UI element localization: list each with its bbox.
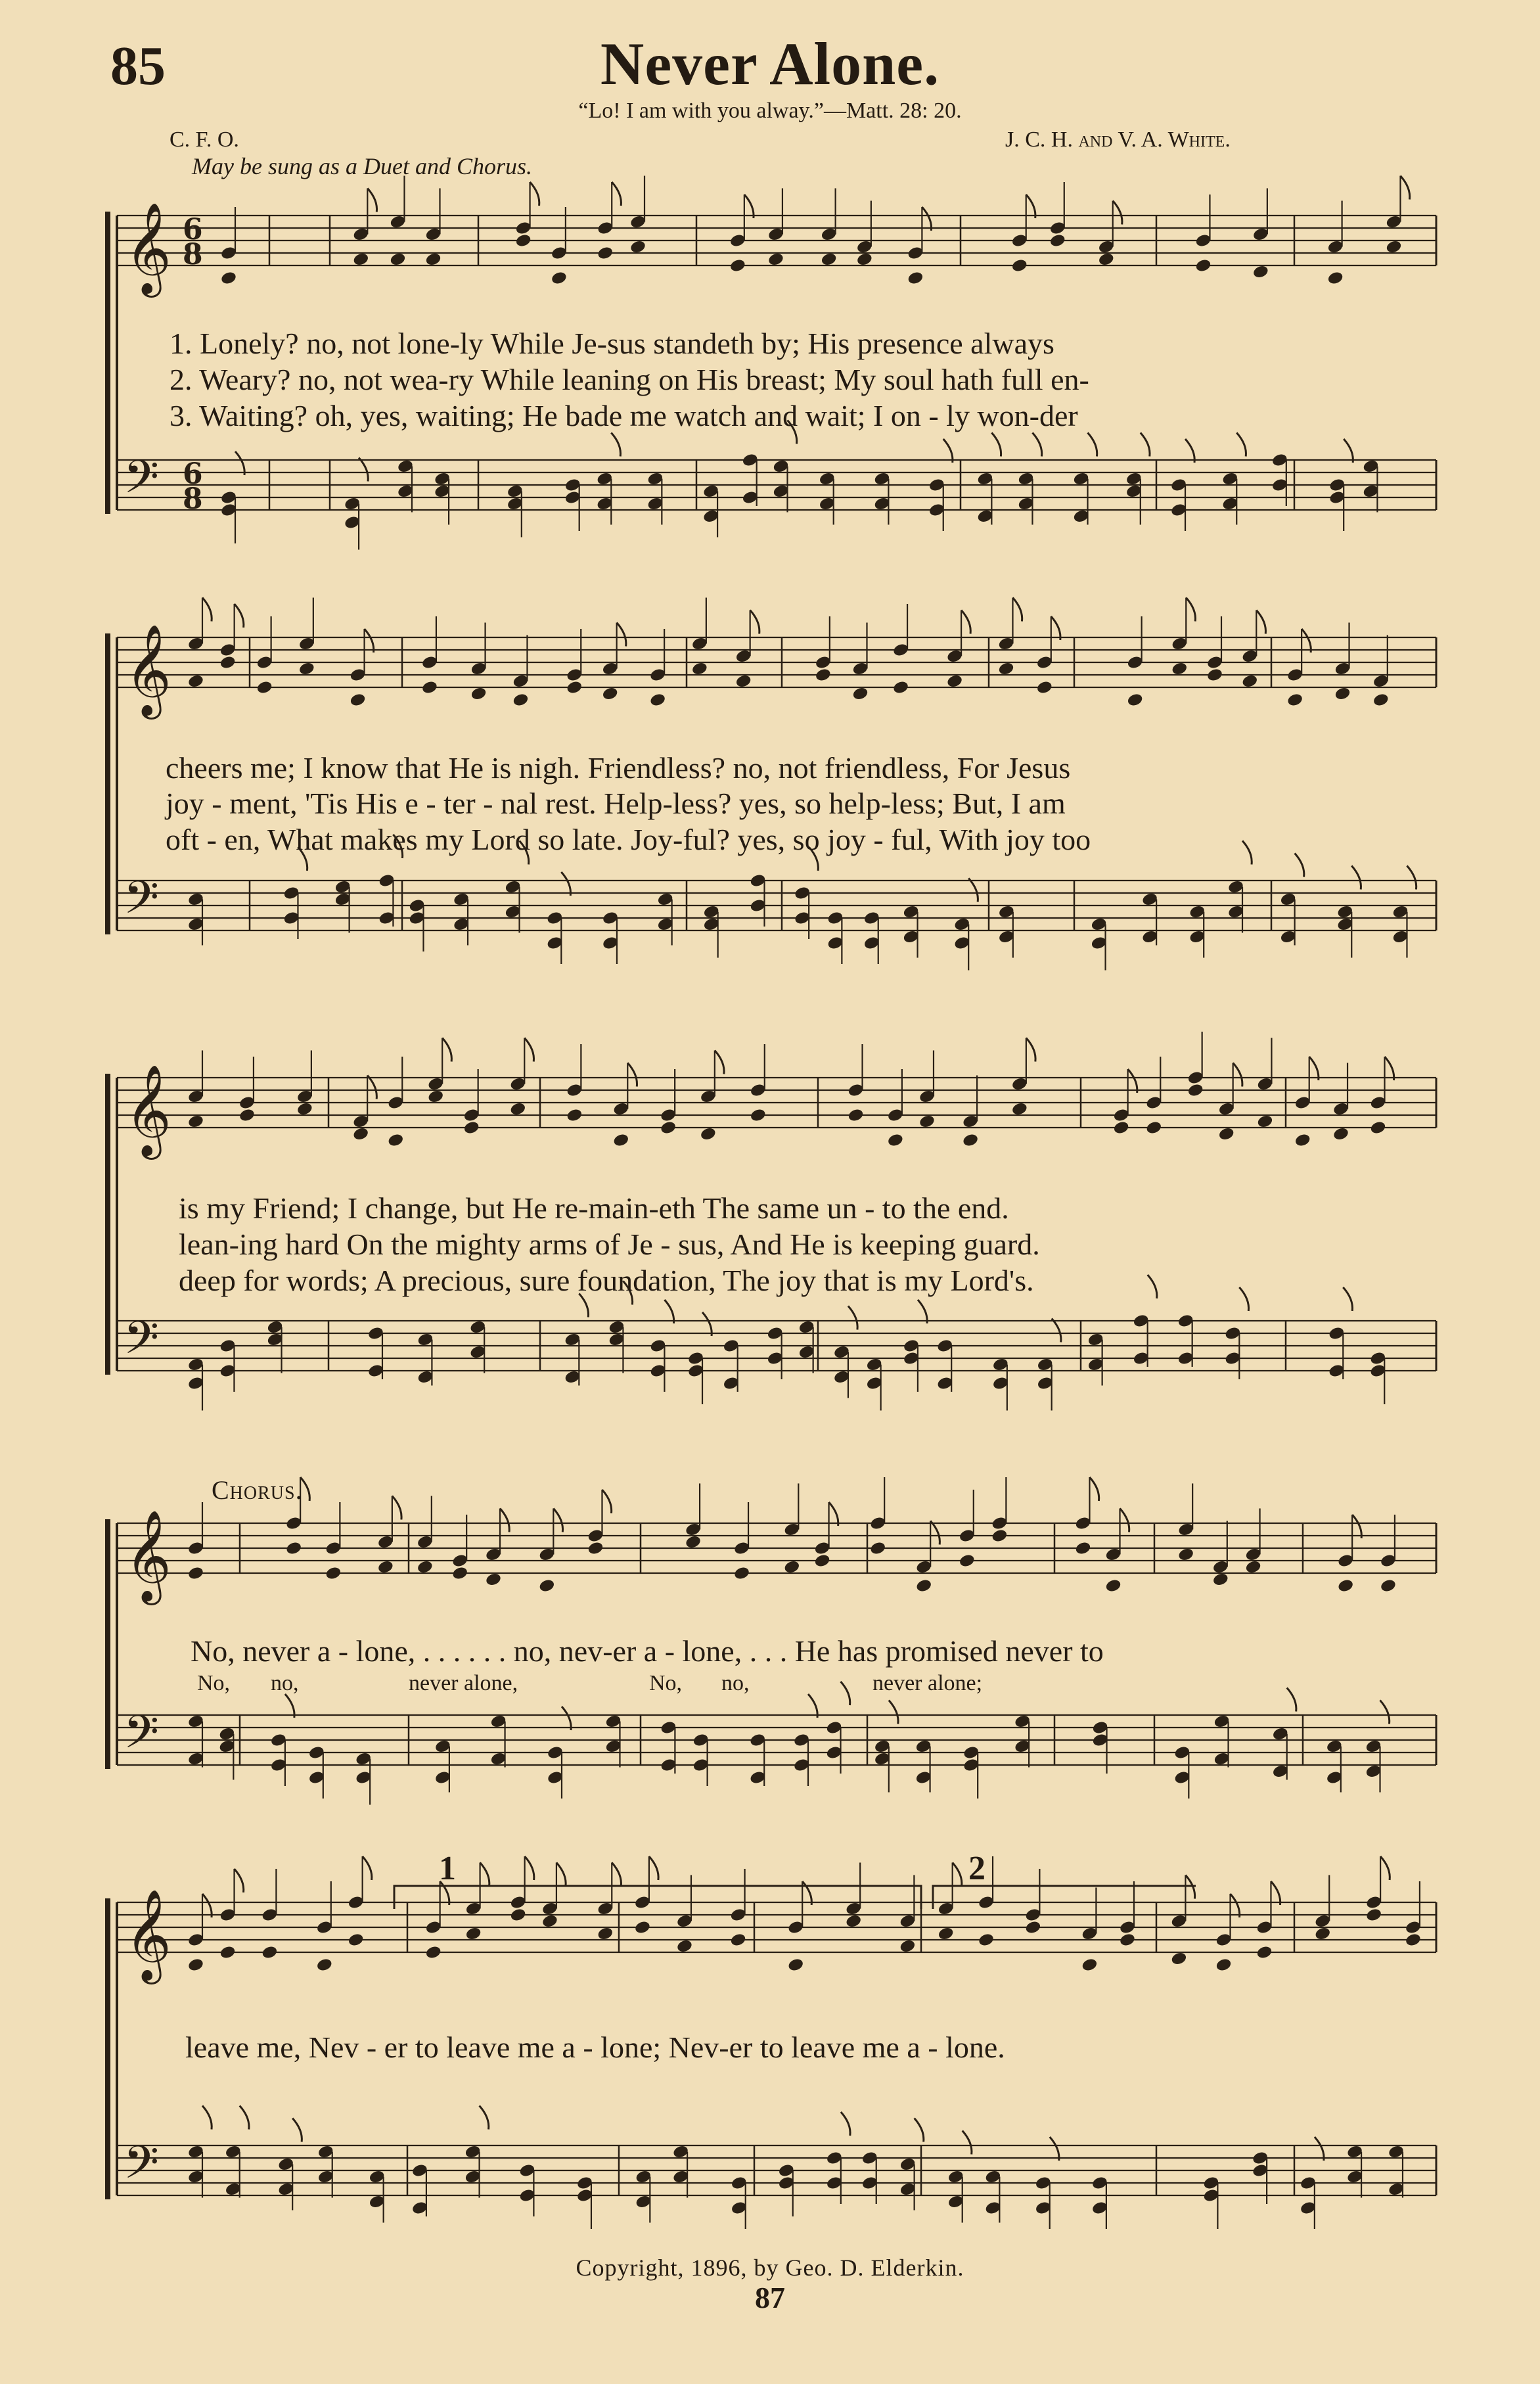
lyric-line: is my Friend; I change, but He re-main-eth The same un - to the end.: [179, 1191, 1009, 1225]
echo-lyric: never alone,: [409, 1671, 518, 1695]
ending-second: 2: [968, 1850, 985, 1887]
svg-text:𝄞: 𝄞: [125, 1065, 171, 1156]
lyric-line: lean-ing hard On the mighty arms of Je - sus, And He is keeping guard.: [179, 1227, 1040, 1261]
lyric-line: 1. Lonely? no, not lone-ly While Je-sus standeth by; His presence always: [170, 327, 1054, 360]
echo-lyric: never alone;: [872, 1671, 983, 1695]
lyric-line: cheers me; I know that He is nigh. Friendless? no, not friendless, For Jesus: [166, 751, 1071, 785]
svg-text:𝄢: 𝄢: [124, 871, 160, 935]
author-initials: C. F. O.: [170, 127, 239, 152]
lyric-line: joy - ment, 'Tis His e - ter - nal rest. Help-less? yes, so help-less; But, I am: [166, 787, 1066, 820]
svg-text:𝄞: 𝄞: [125, 1510, 171, 1601]
lyric-line: 3. Waiting? oh, yes, waiting; He bade me watch and wait; I on - ly won-der: [170, 399, 1078, 432]
scripture-reference: “Lo! I am with you alway.”—Matt. 28: 20.: [578, 99, 962, 123]
chorus-label: Chorus.: [212, 1475, 303, 1505]
ending-first: 1: [439, 1850, 456, 1887]
performance-note: May be sung as a Duet and Chorus.: [192, 153, 532, 179]
lyric-line: deep for words; A precious, sure foundation, The joy that is my Lord's.: [179, 1264, 1034, 1297]
hymn-number: 85: [110, 35, 166, 97]
echo-lyric: no,: [721, 1671, 750, 1695]
lyric-line: No, never a - lone, . . . . . . no, nev-er a - lone, . . . He has promised never to: [191, 1634, 1104, 1668]
lyric-line: leave me, Nev - er to leave me a - lone; Nev-er to leave me a - lone.: [185, 2030, 1005, 2064]
svg-text:6: 6: [183, 457, 203, 491]
echo-lyric: No,: [197, 1671, 231, 1695]
svg-text:𝄞: 𝄞: [125, 624, 171, 716]
echo-lyric: no,: [271, 1671, 299, 1695]
echo-lyric: No,: [649, 1671, 683, 1695]
hymn-title: Never Alone.: [600, 30, 940, 97]
svg-text:𝄢: 𝄢: [124, 1705, 160, 1770]
svg-text:8: 8: [183, 238, 203, 271]
svg-text:8: 8: [183, 482, 203, 516]
svg-text:𝄞: 𝄞: [125, 202, 171, 294]
svg-text:𝄢: 𝄢: [124, 1311, 160, 1375]
lyric-line: 2. Weary? no, not wea-ry While leaning on His breast; My soul hath full en-: [170, 363, 1089, 396]
svg-text:𝄢: 𝄢: [124, 2136, 160, 2200]
page-number: 87: [755, 2281, 785, 2314]
svg-text:6: 6: [183, 213, 203, 246]
copyright-notice: Copyright, 1896, by Geo. D. Elderkin.: [576, 2255, 964, 2281]
svg-text:𝄢: 𝄢: [124, 450, 160, 515]
svg-text:𝄞: 𝄞: [125, 1889, 171, 1981]
lyric-line: oft - en, What makes my Lord so late. Joy-ful? yes, so joy - ful, With joy too: [166, 823, 1091, 856]
composer-credit: J. C. H. and V. A. White.: [1005, 127, 1231, 152]
